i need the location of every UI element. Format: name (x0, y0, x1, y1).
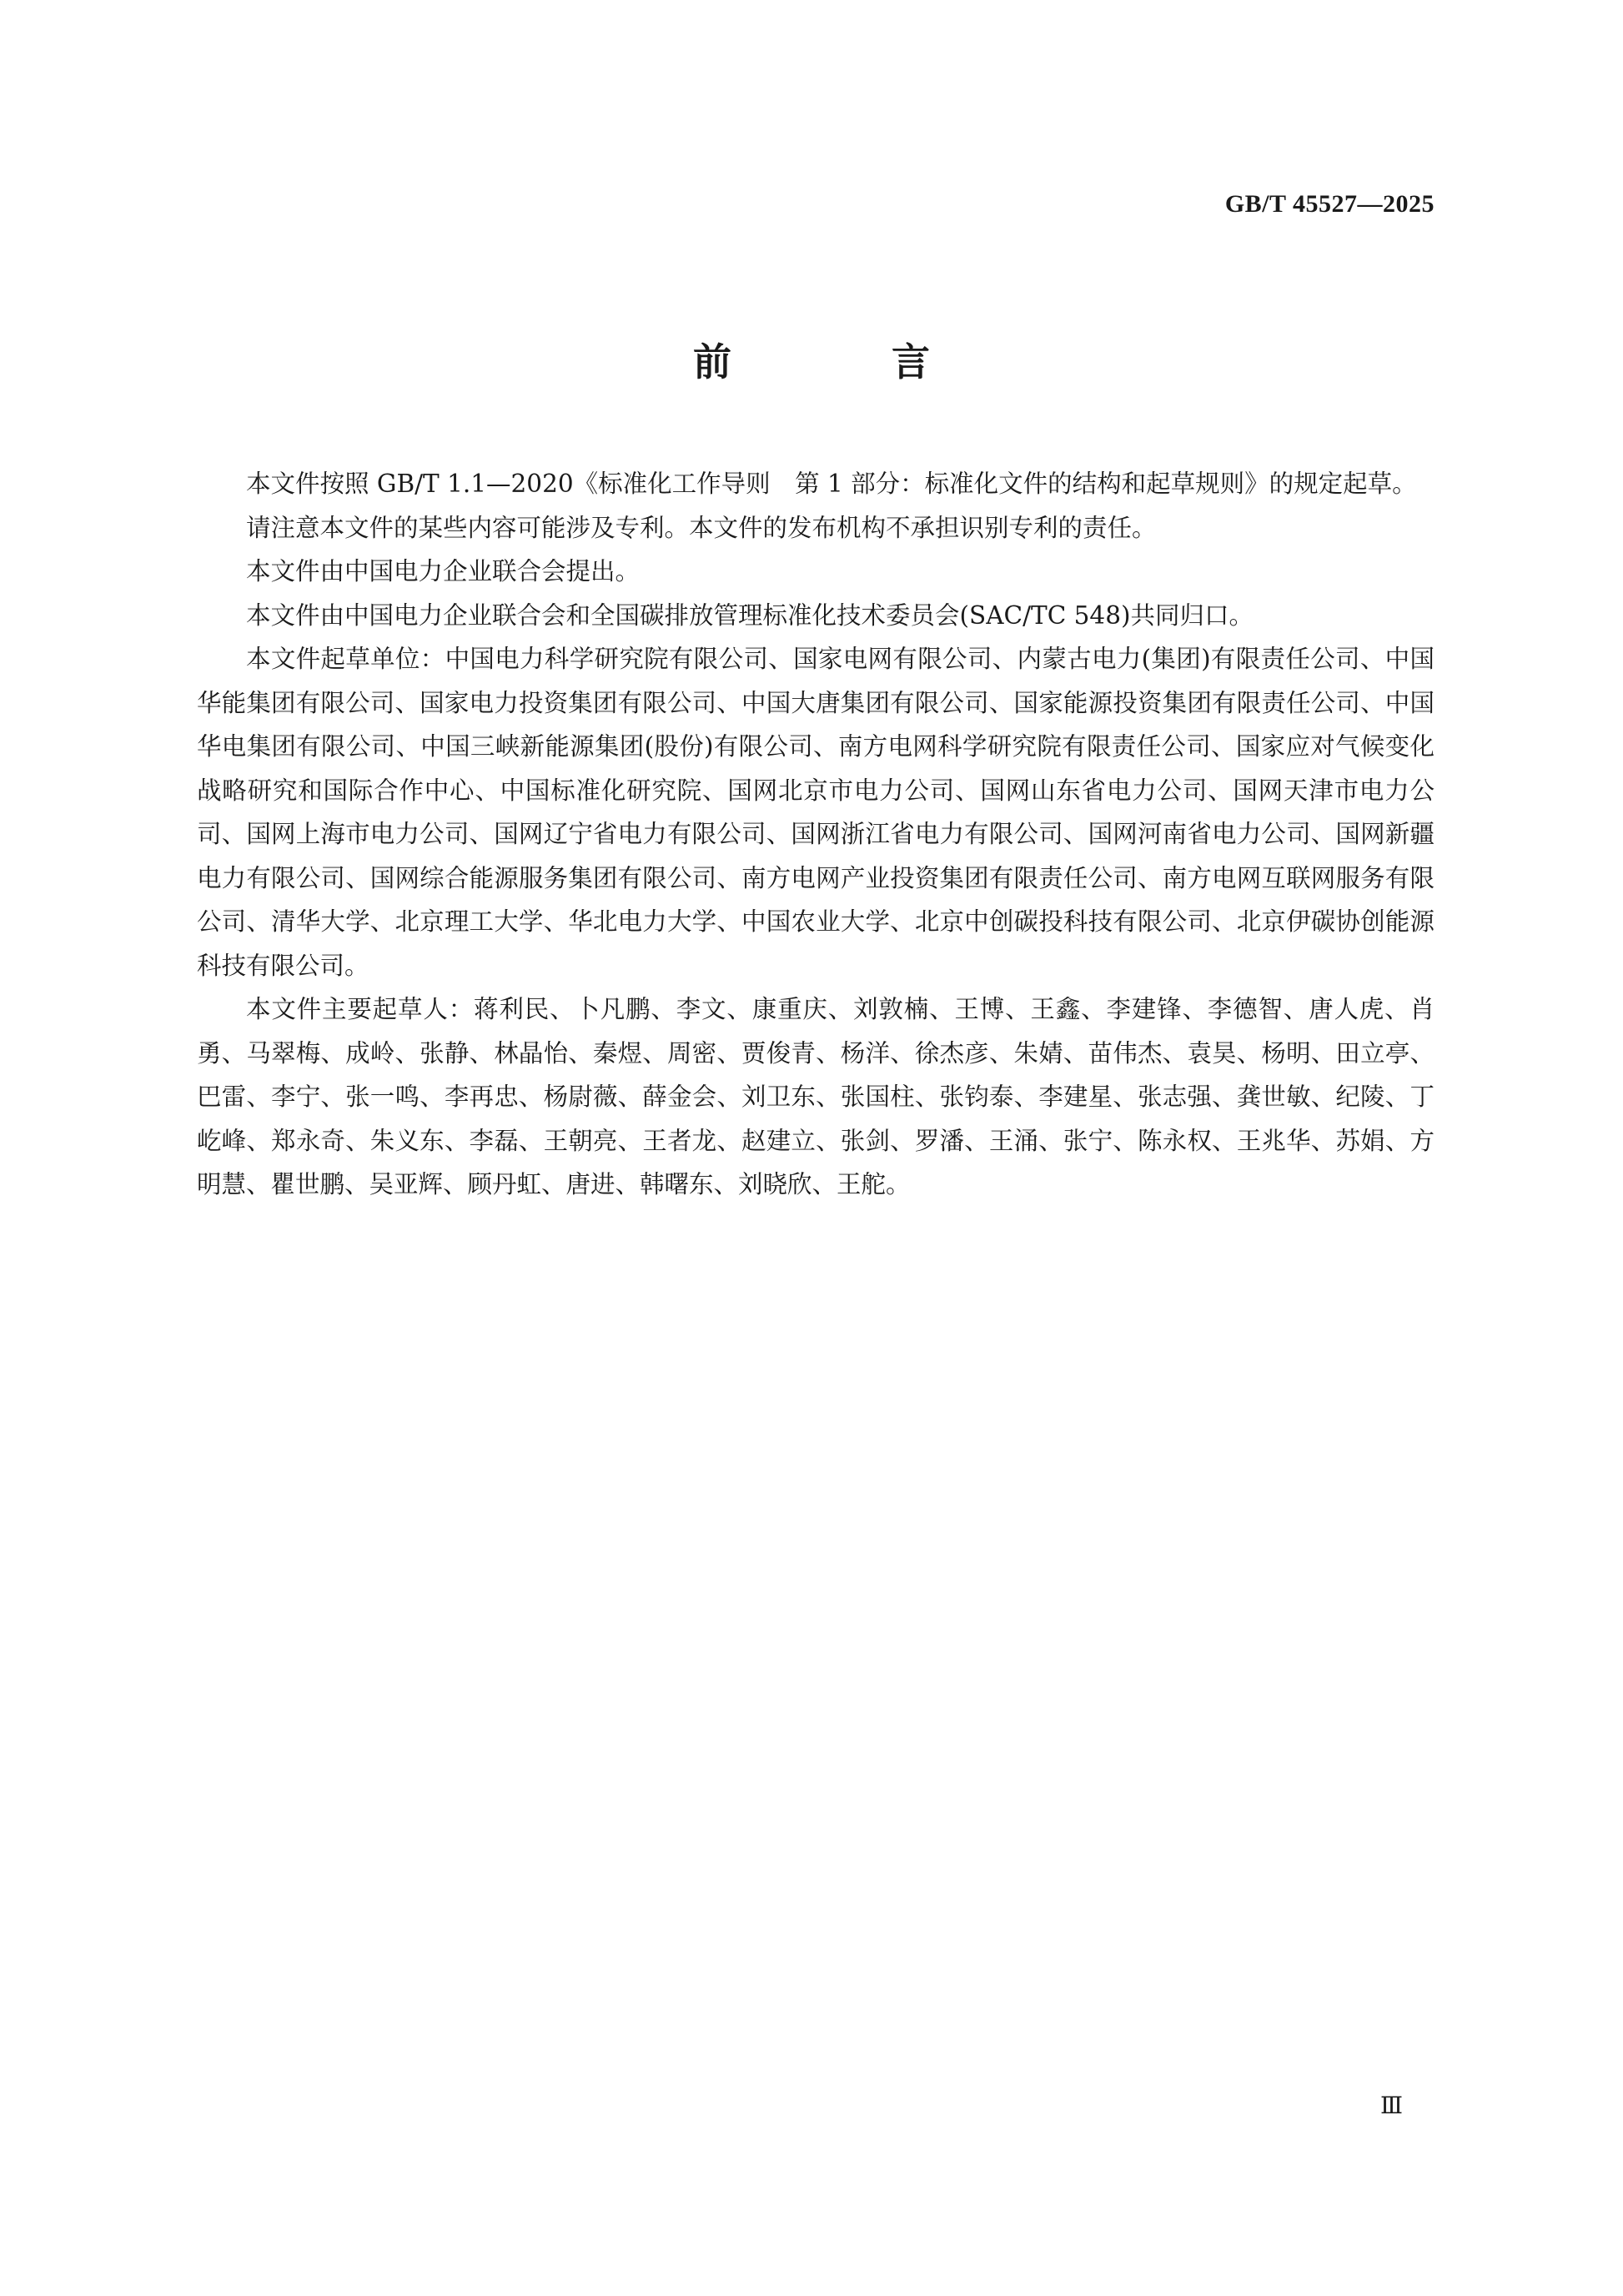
paragraph-proposed-by: 本文件由中国电力企业联合会提出。 (246, 557, 641, 585)
standard-code: GB/T 45527—2025 (1224, 190, 1435, 218)
paragraph-drafting-rules: 本文件按照 GB/T 1.1—2020《标准化工作导则 第 1 部分：标准化文件的结构和起草规则》的规定起草。 (246, 470, 1417, 498)
page-title: 前 言 (692, 339, 1003, 384)
paragraph-patent-notice: 请注意本文件的某些内容可能涉及专利。本文件的发布机构不承担识别专利的责任。 (246, 513, 1157, 542)
paragraph-centralized-by: 本文件由中国电力企业联合会和全国碳排放管理标准化技术委员会(SAC/TC 548)共同归口。 (246, 600, 1254, 630)
paragraph-main-drafters: 本文件主要起草人：蒋利民、卜凡鹏、李文、康重庆、刘敦楠、王博、王鑫、李建锋、李德智、唐人虎、肖勇、马翠梅、成岭、张静、林晶怡、秦煜、周密、贾俊青、杨洋、徐杰彦、朱婧、苗伟杰、袁昊、杨明、田立亭、巴雷、李宁、张一鸣、李再忠、杨尉薇、薛金会、刘卫东、张国柱、张钧泰、李建星、张志强、龚世敏、纪陵、丁屹峰、郑永奇、朱义东、李磊、王朝亮、王者龙、赵建立、张剑、罗潘、王涌、张宁、陈永权、王兆华、苏娟、方明慧、瞿世鹏、吴亚辉、顾丹虹、唐进、韩曙东、刘晓欣、王舵。 (197, 995, 1435, 1198)
page-number: Ⅲ (1379, 2093, 1403, 2119)
paragraph-drafting-units: 本文件起草单位：中国电力科学研究院有限公司、国家电网有限公司、内蒙古电力(集团)有限责任公司、中国华能集团有限公司、国家电力投资集团有限公司、中国大唐集团有限公司、国家能源投资集团有限责任公司、中国华电集团有限公司、中国三峡新能源集团(股份)有限公司、南方电网科学研究院有限责任公司、国家应对气候变化战略研究和国际合作中心、中国标准化研究院、国网北京市电力公司、国网山东省电力公司、国网天津市电力公司、国网上海市电力公司、国网辽宁省电力有限公司、国网浙江省电力有限公司、国网河南省电力公司、国网新疆电力有限公司、国网综合能源服务集团有限公司、南方电网产业投资集团有限责任公司、南方电网互联网服务有限公司、清华大学、北京理工大学、华北电力大学、中国农业大学、北京中创碳投科技有限公司、北京伊碳协创能源科技有限公司。 (197, 645, 1435, 980)
foreword-body (197, 462, 1435, 1207)
